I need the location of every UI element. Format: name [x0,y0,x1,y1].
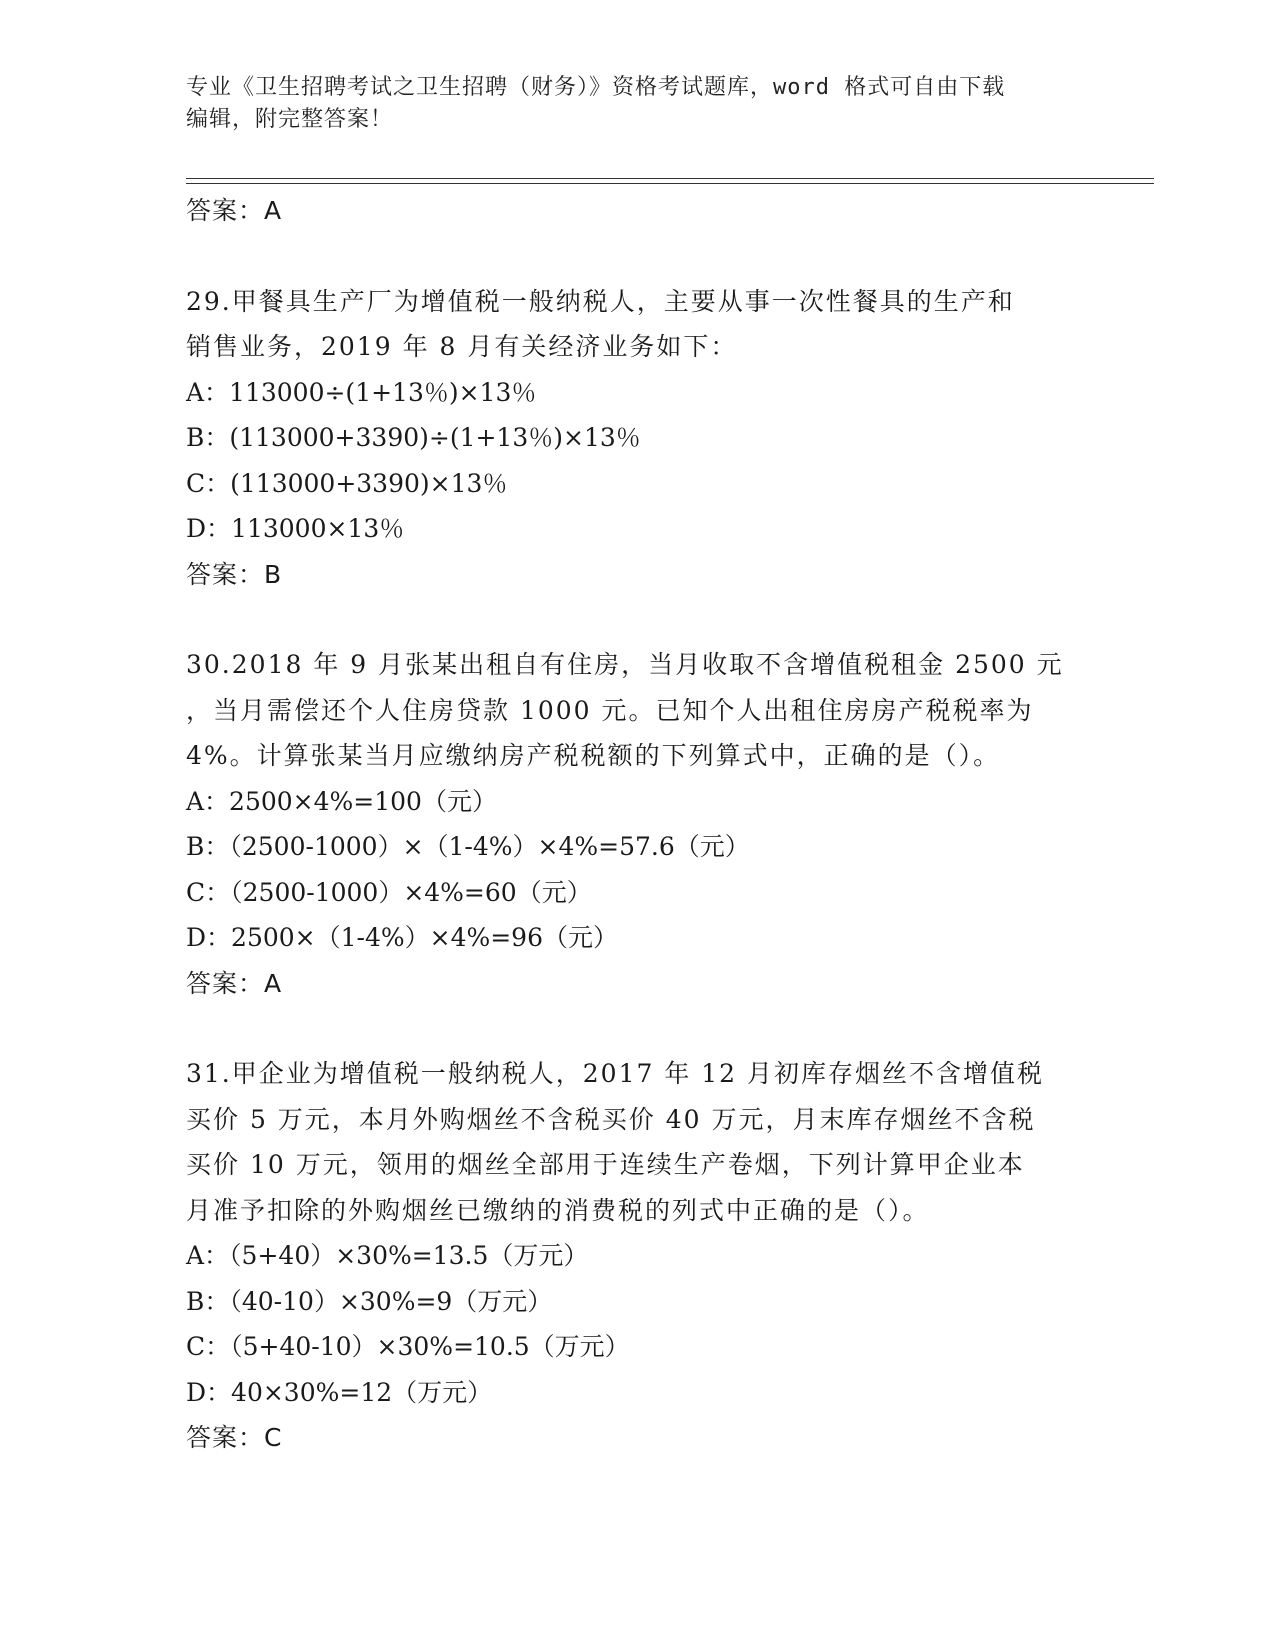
spacer [186,1006,1086,1051]
question-29-option-d: D：113000×13％ [186,514,405,543]
question-31-stem-line-1: 31.甲企业为增值税一般纳税人，2017 年 12 月初库存烟丝不含增值税 [186,1059,1045,1088]
question-29-stem-line-1: 29.甲餐具生产厂为增值税一般纳税人，主要从事一次性餐具的生产和 [186,286,1015,316]
question-31-option-a: A：（5+40）×30%=13.5（万元） [186,1241,589,1270]
header-divider-top [186,178,1154,179]
question-29 [186,279,1086,598]
question-31-stem-line-2: 买价 5 万元，本月外购烟丝不含税买价 40 万元，月末库存烟丝不含税 [186,1104,1036,1134]
document-header [186,72,1066,136]
question-31-answer: 答案：C [186,1423,283,1452]
question-29-option-a: A：113000÷(1+13％)×13％ [186,377,537,407]
question-31-option-c: C：（5+40-10）×30%=10.5（万元） [186,1332,630,1361]
previous-answer: 答案：A [186,196,283,225]
question-30-stem-line-2: ，当月需偿还个人住房贷款 1000 元。已知个人出租住房房产税税率为 [186,695,1034,725]
question-30-stem-line-1: 30.2018 年 9 月张某出租自有住房，当月收取不含增值税租金 2500 元 [186,650,1064,679]
question-31 [186,1051,1086,1461]
question-29-stem-line-2: 销售业务，2019 年 8 月有关经济业务如下： [186,332,738,361]
header-line-2: 编辑，附完整答案！ [186,107,394,132]
question-30-option-d: D：2500×（1-4%）×4%=96（元） [186,923,618,952]
question-30-option-b: B：（2500-1000）×（1-4%）×4%=57.6（元） [186,832,750,861]
header-line-1: 专业《卫生招聘考试之卫生招聘（财务）》资格考试题库，word 格式可自由下载 [186,75,1006,100]
question-29-option-c: C：(113000+3390)×13％ [186,468,508,498]
question-29-answer: 答案：B [186,559,283,589]
spacer [186,597,1086,642]
question-30 [186,642,1086,1006]
question-31-stem-line-4: 月准予扣除的外购烟丝已缴纳的消费税的列式中正确的是（）。 [186,1195,930,1225]
question-31-option-b: B：（40-10）×30%=9（万元） [186,1286,553,1316]
header-divider-bottom [186,183,1154,184]
spacer [186,234,1086,279]
question-30-option-a: A：2500×4%=100（元） [186,786,497,816]
question-30-answer: 答案：A [186,968,283,998]
document-body [186,188,1086,1461]
question-29-option-b: B：(113000+3390)÷(1+13％)×13％ [186,423,641,452]
question-31-option-d: D：40×30%=12（万元） [186,1377,493,1407]
question-30-stem-line-3: 4%。计算张某当月应缴纳房产税税额的下列算式中，正确的是（）。 [186,741,1001,770]
question-31-stem-line-3: 买价 10 万元，领用的烟丝全部用于连续生产卷烟，下列计算甲企业本 [186,1150,1025,1179]
question-30-option-c: C：（2500-1000）×4%=60（元） [186,877,592,907]
